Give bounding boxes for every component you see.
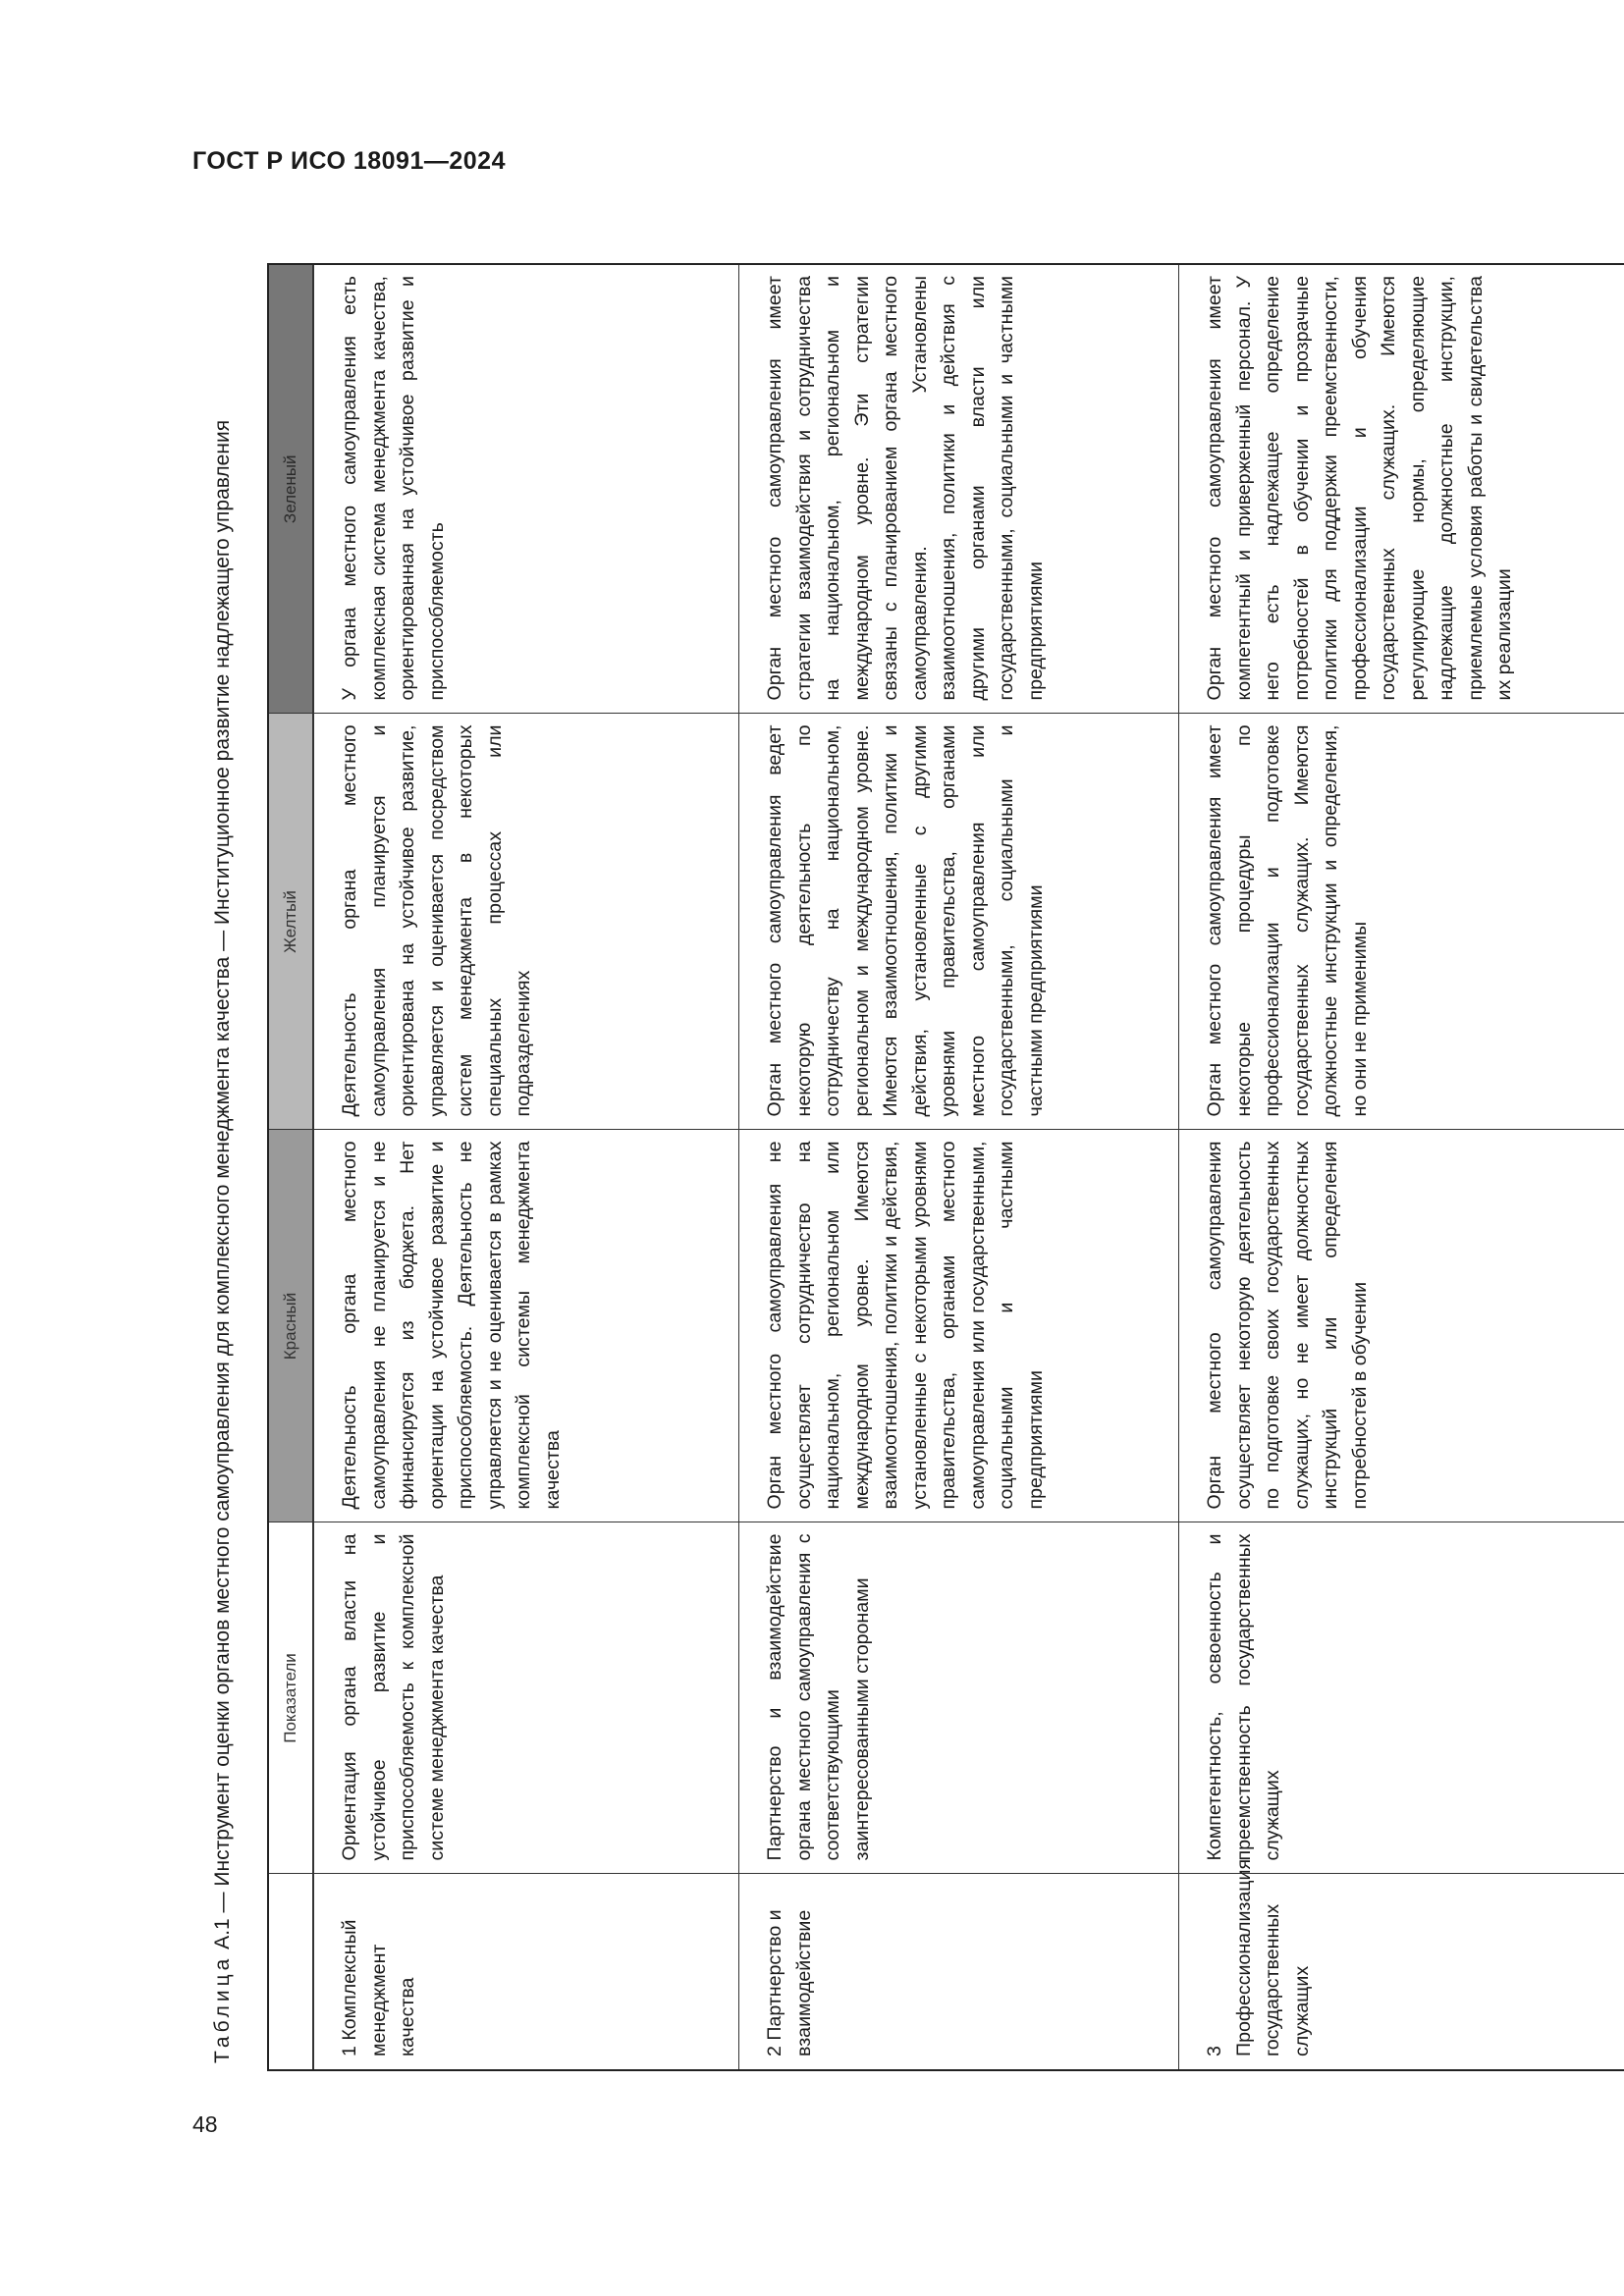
row-red: Деятельность органа местного самоуправления не планируется и не финансируется из бюджета. Нет ориентации на устойчивое развитие и приспособляемость. Деятельность не управляется и не оценивается в рамках комплексной системы менеджмента качества: [314, 1130, 739, 1522]
caption-label: Таблица: [211, 1954, 234, 2063]
row-red: Орган местного самоуправления не осуществляет сотрудничество на национальном, региональном или международном уровне. Имеются взаимоотношения, политики и действия, установленные с некоторыми уровнями правительства, органами местного самоуправления или государственными, социальными и частными предприятиями: [739, 1130, 1179, 1522]
caption-text: — Инструмент оценки органов местного самоуправления для комплексного менеджмента качества — Институционное развитие надлежащего управления: [211, 419, 234, 1913]
row-yellow: Деятельность органа местного самоуправления планируется и ориентирована на устойчивое развитие, управляется и оценивается посредством систем менеджмента в некоторых специальных процессах или подразделениях: [314, 714, 739, 1130]
header-cell-blank: [268, 1874, 313, 2070]
row-yellow: Орган местного самоуправления имеет некоторые процедуры по профессионализации и подготовке государственных служащих. Имеются должностные инструкции и определения, но они не применимы: [1179, 714, 1624, 1130]
caption-number: А.1: [211, 1918, 234, 1949]
header-cell-indicators: Показатели: [268, 1522, 313, 1874]
page-number: 48: [192, 2111, 218, 2137]
row-indicator: Компетентность, освоенность и преемственность государственных служащих: [1179, 1522, 1624, 1874]
row-name: 2 Партнерство и взаимодействие: [739, 1874, 1179, 2070]
row-indicator: Партнерство и взаимодействие органа местного самоуправления с соответствующими заинтересованными сторонами: [739, 1522, 1179, 1874]
table-caption: [208, 110, 237, 2063]
row-yellow: Орган местного самоуправления ведет некоторую деятельность по сотрудничеству на национальном, региональном и международном уровне. Имеются взаимоотношения, политики и действия, установленные с другими уровнями правительства, органами местного самоуправления или государственными, социальными и частными предприятиями: [739, 714, 1179, 1130]
table-row: [314, 264, 739, 2070]
assessment-table: [267, 263, 1624, 2071]
table-row: [739, 264, 1179, 2070]
row-name: 1 Комплексный менеджмент качества: [314, 1874, 739, 2070]
row-green: Орган местного самоуправления имеет компетентный и приверженный персонал. У него есть надлежащее определение потребностей в обучении и прозрачные политики для поддержки преемственности, профессионализации и обучения государственных служащих. Имеются регулирующие нормы, определяющие надлежащие должностные инструкции, приемлемые условия работы и свидетельства их реализации: [1179, 264, 1624, 714]
row-indicator: Ориентация органа власти на устойчивое развитие и приспособляемость к комплексной системе менеджмента качества: [314, 1522, 739, 1874]
row-green: У органа местного самоуправления есть комплексная система менеджмента качества, ориентированная на устойчивое развитие и приспособляемость: [314, 264, 739, 714]
document-code: ГОСТ Р ИСО 18091—2024: [192, 147, 506, 175]
rotated-table-block: [204, 88, 1595, 2071]
row-green: Орган местного самоуправления имеет стратегии взаимодействия и сотрудничества на национальном, региональном и международном уровне. Эти стратегии связаны с планированием органа местного самоуправления. Установлены взаимоотношения, политики и действия с другими органами власти или государственными, социальными и частными предприятиями: [739, 264, 1179, 714]
row-red: Орган местного самоуправления осуществляет некоторую деятельность по подготовке своих государственных служащих, но не имеет должностных инструкций или определения потребностей в обучении: [1179, 1130, 1624, 1522]
table-header-row: [268, 264, 313, 2070]
header-cell-red: Красный: [268, 1130, 313, 1522]
header-cell-green: Зеленый: [268, 264, 313, 714]
table-row: [1179, 264, 1624, 2070]
row-name: 3 Профессионализация государственных служащих: [1179, 1874, 1624, 2070]
header-cell-yellow: Желтый: [268, 714, 313, 1130]
